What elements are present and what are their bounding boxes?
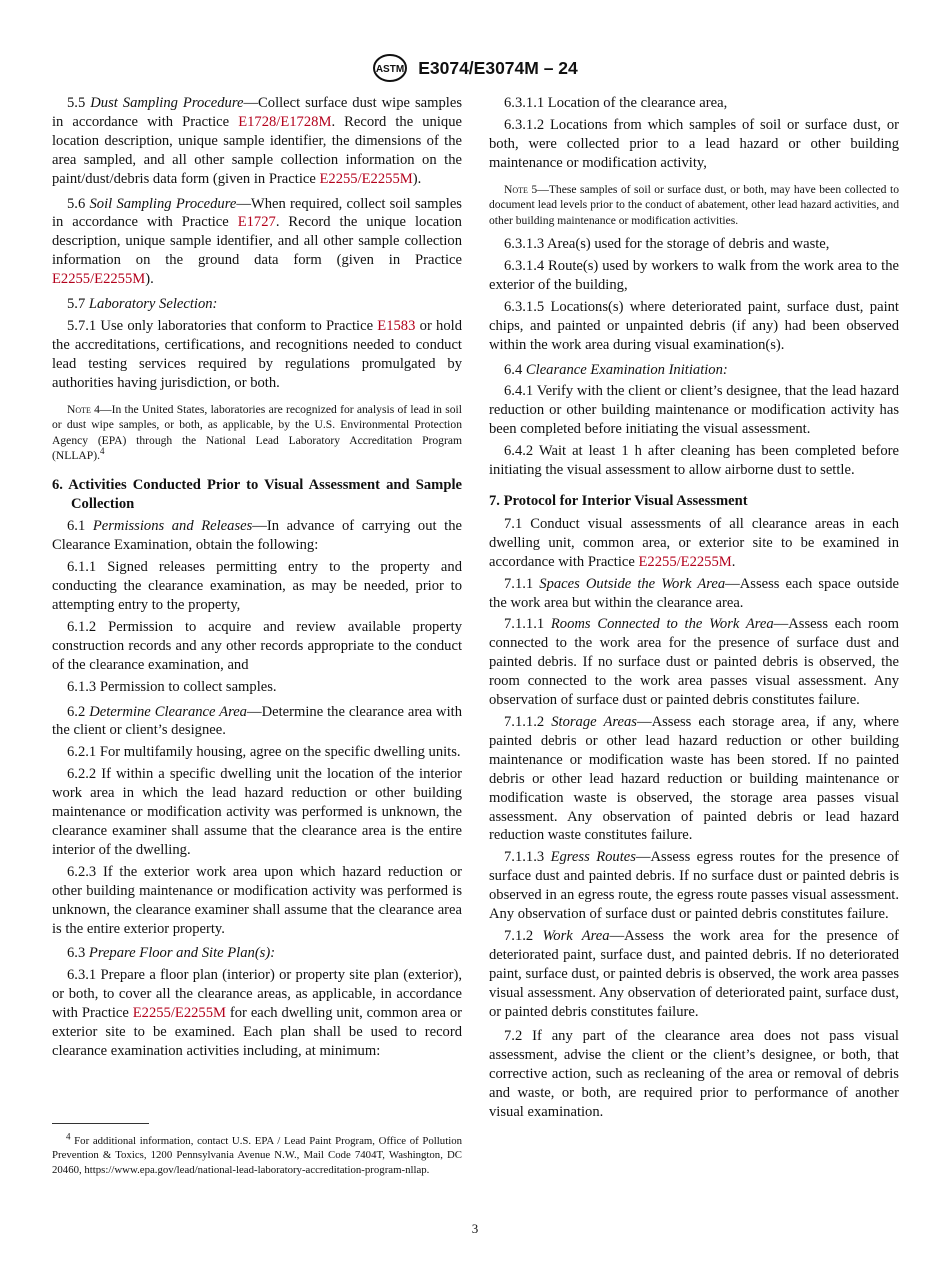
- left-column: [52, 94, 462, 1064]
- note-5: Note 5—These samples of soil or surface dust, or both, may have been collected to document lead levels prior to the conduct of abatement, other lead hazard activities, and other building maintenance or modification activities.: [489, 182, 899, 227]
- section-6-3-1-3: 6.3.1.3 Area(s) used for the storage of debris and waste,: [504, 236, 830, 253]
- astm-logo-icon: [372, 53, 408, 83]
- footnote-divider: [52, 1123, 149, 1124]
- right-column: [489, 94, 899, 1125]
- ref-link[interactable]: E2255/E2255M: [319, 170, 413, 187]
- section-5-7-1: 5.7.1 Use only laboratories that conform to Practice E1583 or hold the accreditations, certifications, and recognitions needed to conduct lead testing services required by regulations promulgated by authorities having jurisdiction, or both.: [52, 317, 462, 391]
- logo-text: ASTM: [376, 64, 405, 75]
- section-7-2: 7.2 If any part of the clearance area does not pass visual assessment, advise the client or the client’s designee, or both, that corrective action, such as recleaning of the area or removal of debris and waste, or both, are required prior to performance of another visual examination.: [489, 1028, 899, 1121]
- section-6-2: 6.2 Determine Clearance Area—Determine the clearance area with the client or client’s designee.: [52, 703, 463, 739]
- section-6-1: 6.1 Permissions and Releases—In advance of carrying out the Clearance Examination, obtain the following:: [52, 518, 462, 554]
- section-6-4-1: 6.4.1 Verify with the client or client’s designee, that the lead hazard reduction or other building maintenance or modification activity has been completed before initiating the visual assessment.: [489, 383, 899, 438]
- section-6-3-1-5: 6.3.1.5 Locations(s) where deteriorated paint, surface dust, paint chips, and painted or unpainted debris (if any) had been observed within the work area during visual examination(s).: [489, 298, 899, 353]
- section-6-2-1: 6.2.1 For multifamily housing, agree on the specific dwelling units.: [67, 744, 461, 761]
- ref-link[interactable]: E2255/E2255M: [638, 553, 732, 570]
- section-6-3: 6.3 Prepare Floor and Site Plan(s):: [67, 945, 276, 962]
- section-6-4: 6.4 Clearance Examination Initiation:: [504, 361, 728, 378]
- page-header: [0, 53, 950, 83]
- section-5-6: 5.6 Soil Sampling Procedure—When required, collect soil samples in accordance with Practice E1727. Record the unique location description, unique sample identifier, and all other sample collection information on the ground data form (given in Practice E2255/E2255M).: [52, 195, 462, 288]
- section-7-heading: 7. Protocol for Interior Visual Assessment: [489, 493, 748, 509]
- section-6-1-1: 6.1.1 Signed releases permitting entry to the property and conducting the clearance examination, as may be needed, prior to attempting entry to the property,: [52, 559, 462, 614]
- section-6-3-1-2: 6.3.1.2 Locations from which samples of soil or surface dust, or both, were collected prior to a lead hazard or other building maintenance or modification activity,: [489, 116, 899, 171]
- section-5-7: 5.7 Laboratory Selection:: [67, 296, 218, 313]
- section-7-1: 7.1 Conduct visual assessments of all clearance areas in each dwelling unit, common area, or exterior site to be examined in accordance with Practice E2255/E2255M.: [489, 515, 899, 570]
- section-6-1-2: 6.1.2 Permission to acquire and review available property construction records and any other records appropriate to the conduct of the clearance examination, and: [52, 618, 462, 673]
- section-5-5: 5.5 Dust Sampling Procedure—Collect surface dust wipe samples in accordance with Practice E1728/E1728M. Record the unique location description, unique sample identifier, the dimensions of the area sampled, and all other sample collection information on the paint/dust/debris data form (given in Practice E2255/E2255M).: [52, 95, 462, 187]
- section-6-2-3: 6.2.3 If the exterior work area upon which hazard reduction or other building maintenance or modification activity was performed is unknown, the clearance examiner shall assume that the clearance area is the entire exterior property.: [52, 863, 462, 937]
- note-4: Note 4—In the United States, laboratories are recognized for analysis of lead in soil or dust wipe samples, or both, as applicable, by the U.S. Environmental Protection Agency (EPA) through the National Lead Laboratory Accreditation Program (NLLAP).$^4$: [52, 402, 462, 463]
- ref-link[interactable]: E2255/E2255M: [52, 271, 146, 288]
- section-6-3-1: 6.3.1 Prepare a floor plan (interior) or property site plan (exterior), or both, to cover all the clearance areas, as applicable, in accordance with Practice E2255/E2255M for each dwelling unit, common area or exterior site to be examined. Each plan shall be used to record clearance examination activities including, at minimum:: [52, 967, 462, 1059]
- section-6-4-2: 6.4.2 Wait at least 1 h after cleaning has been completed before initiating the visual assessment to allow airborne dust to settle.: [489, 443, 899, 479]
- ref-link[interactable]: E2255/E2255M: [132, 1005, 226, 1022]
- section-7-1-1-2: 7.1.1.2 Storage Areas—Assess each storage area, if any, where painted debris or other lead hazard reduction or other building maintenance or modification waste has been stored. If no painted debris or other lead hazard reduction or building maintenance or modification waste is observed, the storage area passes visual assessment. Any observation of painted debris or lead hazard reduction waste constitutes failure.: [489, 713, 899, 844]
- section-7-1-2: 7.1.2 Work Area—Assess the work area for the presence of deteriorated paint, surface dust, and painted debris. If no deteriorated paint, surface dust, or painted debris is observed, the work area passes visual assessment. Any observation of deteriorated paint, surface dust, or painted debris constitutes failure.: [489, 927, 899, 1020]
- section-6-heading: 6. Activities Conducted Prior to Visual Assessment and Sample Collection: [52, 476, 462, 512]
- ref-link[interactable]: E1727: [237, 214, 276, 231]
- section-6-3-1-1: 6.3.1.1 Location of the clearance area,: [504, 95, 728, 111]
- section-6-1-3: 6.1.3 Permission to collect samples.: [67, 678, 277, 695]
- page-number: 3: [471, 1221, 479, 1236]
- section-6-3-1-4: 6.3.1.4 Route(s) used by workers to walk from the work area to the exterior of the building,: [489, 258, 899, 293]
- section-7-1-1-1: 7.1.1.1 Rooms Connected to the Work Area—Assess each room connected to the work area for the presence of surface dust and painted debris. If no surface dust or painted debris is observed, the room connected to the work area passes visual assessment. Any observation of surface dust or painted debris constitutes failure.: [489, 616, 899, 709]
- footnote-4: $^4$ For additional information, contact U.S. EPA / Lead Paint Program, Office of Pollution Prevention & Toxics, 1200 Pennsylvania Avenue N.W., Mail Code 7404T, Washington, DC 20460, https://www.epa.gov/lead/national-lead-laboratory-accreditation-program-nllap.: [52, 1131, 462, 1176]
- section-6-2-2: 6.2.2 If within a specific dwelling unit the location of the interior work area in which the lead hazard reduction or other building maintenance or modification activity was performed is unknown, the clearance examiner shall assume that the clearance area is the entire interior of the dwelling.: [52, 766, 462, 858]
- section-7-1-1-3: 7.1.1.3 Egress Routes—Assess egress routes for the presence of surface dust and painted debris. If no surface dust or painted debris is observed in an egress route, the egress route passes visual assessment. Any observation of surface dust or painted debris constitutes failure.: [489, 849, 899, 923]
- section-7-1-1: 7.1.1 Spaces Outside the Work Area—Assess each space outside the work area but within the clearance area.: [489, 575, 899, 611]
- ref-link[interactable]: E1728/E1728M: [238, 113, 332, 130]
- ref-link[interactable]: E1583: [377, 317, 416, 334]
- standard-designation: E3074/E3074M – 24: [418, 57, 578, 78]
